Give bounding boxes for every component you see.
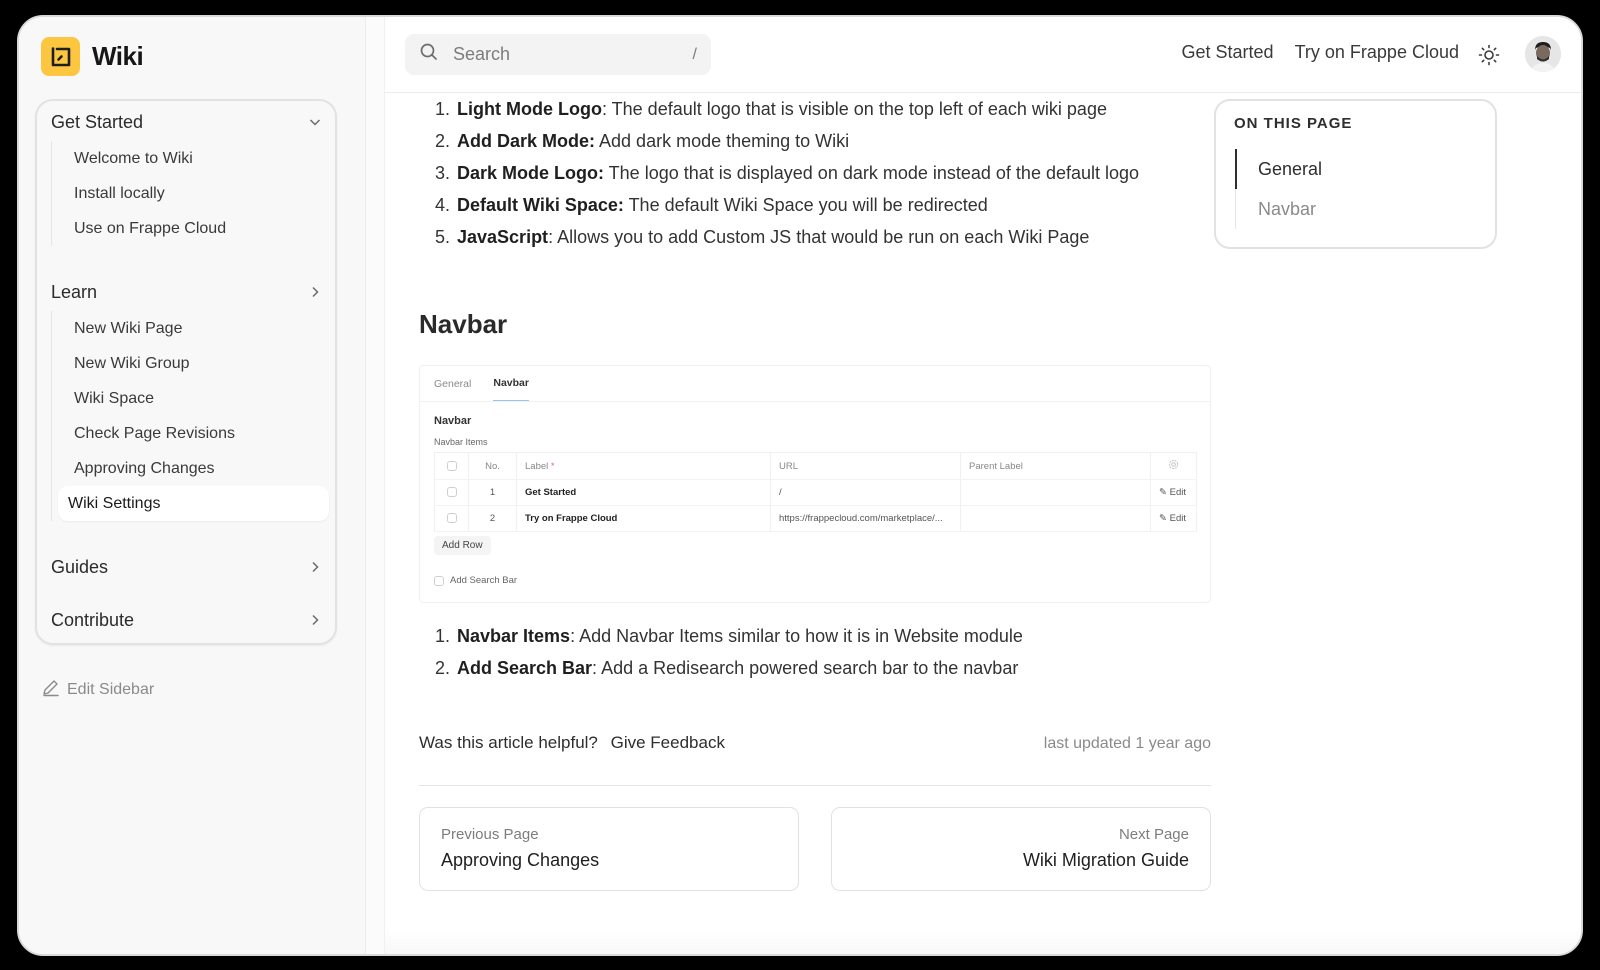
sidebar [19, 17, 366, 954]
list-item: 2. Add Search Bar: Add a Redisearch powered search bar to the navbar [435, 658, 1019, 678]
gear-icon [1151, 453, 1197, 480]
list-item: 5. JavaScript: Allows you to add Custom JS that would be run on each Wiki Page [435, 227, 1090, 247]
sidebar-group-learn[interactable] [51, 277, 323, 307]
table-row: 1 Get Started / ✎ Edit [435, 480, 1197, 506]
pager-kicker: Previous Page [441, 826, 539, 843]
sidebar-divider [366, 17, 385, 954]
column-header: No. [469, 453, 517, 480]
chevron-down-icon [307, 114, 323, 130]
brand-name: Wiki [92, 41, 144, 71]
chevron-right-icon [307, 612, 323, 628]
next-page-link[interactable] [831, 807, 1211, 891]
sidebar-item-new-wiki-group[interactable]: New Wiki Group [74, 354, 190, 372]
sidebar-item-approving-changes[interactable]: Approving Changes [74, 459, 215, 477]
general-settings-list [419, 93, 1211, 253]
previous-page-link[interactable] [419, 807, 799, 891]
pager-kicker: Next Page [1118, 826, 1189, 843]
sidebar-group-items [51, 141, 329, 246]
top-nav [1182, 42, 1459, 63]
checkbox [447, 487, 457, 497]
sidebar-item-new-wiki-page[interactable]: New Wiki Page [74, 319, 183, 337]
sidebar-item-wiki-space[interactable]: Wiki Space [74, 389, 155, 407]
toc-title: ON THIS PAGE [1234, 115, 1353, 132]
pencil-icon: ✎ [1159, 513, 1167, 524]
list-item: 3. Dark Mode Logo: The logo that is displayed on dark mode instead of the default logo [435, 163, 1140, 183]
sidebar-item-wiki-settings[interactable]: Wiki Settings [58, 486, 329, 521]
search-input[interactable] [405, 34, 711, 75]
give-feedback-link[interactable]: Give Feedback [610, 733, 725, 752]
wiki-logo-icon [41, 37, 80, 76]
list-item: 4. Default Wiki Space: The default Wiki Space you will be redirected [435, 195, 988, 215]
search-placeholder: Search [453, 44, 511, 64]
sidebar-item-check-page-revisions[interactable]: Check Page Revisions [74, 424, 235, 442]
brand[interactable] [41, 37, 143, 76]
edit-link: ✎ Edit [1151, 480, 1197, 506]
screenshot-section-title: Navbar [434, 415, 472, 427]
last-updated: last updated 1 year ago [1043, 735, 1211, 752]
bottom-fade [385, 930, 1581, 954]
sidebar-group-guides[interactable] [51, 552, 323, 582]
sidebar-group-contribute[interactable] [51, 605, 323, 635]
nav-link-try-frappe-cloud[interactable]: Try on Frappe Cloud [1294, 42, 1459, 62]
edit-sidebar-button[interactable] [41, 677, 154, 702]
navbar-items-table [434, 452, 1197, 532]
add-search-bar-checkbox: Add Search Bar [434, 575, 517, 586]
sun-icon[interactable] [1477, 43, 1501, 67]
feedback-row [419, 733, 1211, 763]
avatar[interactable] [1525, 36, 1561, 72]
pencil-icon [41, 677, 61, 702]
checkbox [447, 461, 457, 471]
pager-title: Wiki Migration Guide [1022, 850, 1189, 870]
chevron-right-icon [307, 559, 323, 575]
screenshot-table-label: Navbar Items [434, 437, 488, 447]
sidebar-group-items [51, 311, 329, 521]
sidebar-group-get-started[interactable] [51, 107, 323, 137]
nav-link-get-started[interactable]: Get Started [1181, 42, 1274, 62]
checkbox [447, 513, 457, 523]
article-content [419, 93, 1211, 870]
navbar-settings-screenshot [419, 365, 1211, 603]
navbar-settings-list [419, 620, 1023, 684]
column-header: Parent Label [961, 453, 1151, 480]
feedback-question: Was this article helpful? [419, 733, 598, 752]
section-heading-navbar: Navbar [419, 309, 508, 339]
screenshot-tabs [434, 366, 529, 401]
pager-title: Approving Changes [441, 850, 600, 870]
table-header-row [435, 453, 1197, 480]
table-of-contents [1214, 99, 1497, 249]
sidebar-group-label: Get Started [51, 111, 144, 132]
sidebar-nav-panel [35, 99, 337, 645]
tab-general: General [434, 377, 472, 390]
column-header: URL [771, 453, 961, 480]
add-row-button: Add Row [434, 536, 491, 555]
app-window [17, 15, 1583, 956]
table-row: 2 Try on Frappe Cloud https://frappecloud.com/marketplace/... ✎ Edit [435, 506, 1197, 532]
list-item: 1. Navbar Items: Add Navbar Items similar to how it is in Website module [435, 626, 1023, 646]
sidebar-item-install-locally[interactable]: Install locally [74, 184, 165, 202]
sidebar-group-label: Contribute [51, 609, 135, 630]
toc-list [1235, 149, 1322, 229]
sidebar-item-frappe-cloud[interactable]: Use on Frappe Cloud [74, 219, 227, 237]
divider [420, 401, 1210, 402]
list-item: 2. Add Dark Mode: Add dark mode theming to Wiki [435, 131, 850, 151]
column-header: Label * [517, 453, 771, 480]
toc-item-navbar[interactable]: Navbar [1258, 199, 1317, 219]
list-item: 1. Light Mode Logo: The default logo that is visible on the top left of each wiki page [435, 99, 1107, 119]
chevron-right-icon [307, 284, 323, 300]
edit-sidebar-label: Edit Sidebar [67, 680, 155, 698]
toc-item-general[interactable]: General [1235, 149, 1322, 189]
tab-navbar: Navbar [493, 366, 529, 401]
edit-link: ✎ Edit [1151, 506, 1197, 532]
sidebar-item-welcome[interactable]: Welcome to Wiki [74, 149, 193, 167]
sidebar-group-label: Guides [51, 556, 109, 577]
pencil-icon: ✎ [1159, 487, 1167, 498]
checkbox [434, 576, 444, 586]
search-shortcut: / [692, 45, 697, 63]
top-bar [385, 17, 1581, 93]
sidebar-group-label: Learn [51, 281, 98, 302]
search-icon [419, 42, 439, 67]
divider [419, 785, 1211, 786]
